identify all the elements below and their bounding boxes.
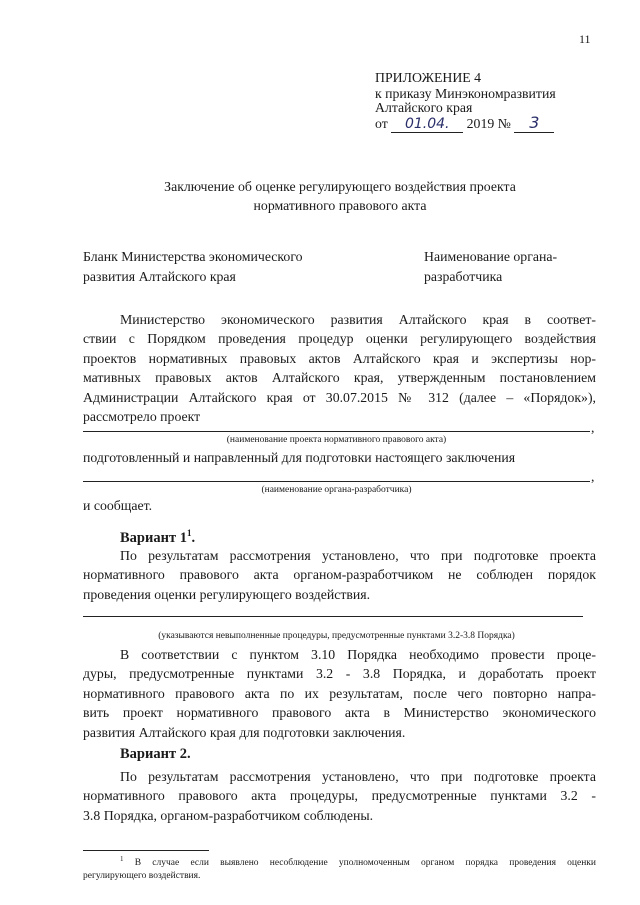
intro-last-line: рассмотрело проект <box>83 409 201 425</box>
variant-1-p2-line: дуры, предусмотренные пунктами 3.2 - 3.8 Порядка, и доработать проект <box>83 666 596 682</box>
developer-blank <box>424 247 557 287</box>
blank-left-line-2: развития Алтайского края <box>83 269 236 284</box>
page-number: 11 <box>579 32 591 46</box>
procedures-caption: (указываются невыполненные процедуры, предусмотренные пунктами 3.2-3.8 Порядка) <box>158 631 515 641</box>
variant-1-p2-last-line: развития Алтайского края для подготовки заключения. <box>83 724 406 740</box>
project-name-underline <box>83 431 590 432</box>
appendix-order-line: к приказу Минэкономразвития <box>375 86 556 102</box>
intro-line: Администрации Алтайского края от 30.07.2015 № 312 (далее – «Порядок»), <box>83 389 596 405</box>
intro-line: Министерство экономического развития Алтайского края в соответ- <box>120 312 596 327</box>
variant-1-footnote-mark: 1 <box>186 528 192 538</box>
variant-1-p2-line: нормативного правового акта по их результатам, после чего повторно напра- <box>83 685 596 701</box>
variant-2-line: нормативного правового акта процедуры, предусмотренные пунктами 3.2 - <box>83 788 596 804</box>
procedures-underline <box>83 616 583 617</box>
variant-1-dot: . <box>191 529 196 546</box>
intro-line: мативных правовых актов Алтайского края, утвержденным постановлением <box>83 370 596 386</box>
date-handwritten: 01.04. <box>404 116 450 133</box>
variant-1-line: нормативного правового акта органом-разработчиком не соблюден порядок <box>83 567 596 583</box>
variant-1-p2-line: В соответствии с пунктом 3.10 Порядка необходимо провести проце- <box>120 647 596 662</box>
developer-name-caption: (наименование органа-разработчика) <box>261 485 412 495</box>
variant-1-label: Вариант 1 <box>120 529 187 546</box>
variant-2-line: По результатам рассмотрения установлено, что при подготовке проекта <box>120 769 596 784</box>
appendix-block <box>375 68 615 133</box>
intro-line: ствии с Порядком проведения процедур оценки регулирующего воздействия <box>83 331 596 347</box>
intro-paragraph <box>83 310 596 426</box>
variant-1-paragraph <box>83 546 596 604</box>
appendix-region-line: Алтайского края <box>375 100 473 116</box>
appendix-date-line <box>375 115 615 133</box>
variant-1-line: По результатам рассмотрения установлено, что при подготовке проекта <box>120 548 596 563</box>
variant-1-last-line: проведения оценки регулирующего воздействия. <box>83 586 371 602</box>
date-year: 2019 № <box>466 116 511 132</box>
variant-1-p2-line: вить проект нормативного правового акта в Министерство экономического <box>83 705 596 721</box>
developer-name-underline <box>83 481 590 482</box>
heading-line-1: Заключение об оценке регулирующего воздействия проекта <box>164 179 516 194</box>
footnote-mark: 1 <box>120 855 124 863</box>
developer-name-comma: , <box>591 469 595 484</box>
variant-2-title: Вариант 2. <box>120 746 191 762</box>
intro-line: проектов нормативных правовых актов Алтайского края и экспертизы нор- <box>83 350 596 366</box>
document-heading <box>0 177 640 216</box>
reports-text: и сообщает. <box>83 498 153 513</box>
date-field <box>391 116 463 133</box>
blank-right-line-1: Наименование органа- <box>424 249 558 264</box>
prepared-text: подготовленный и направленный для подготовки настоящего заключения <box>83 450 516 465</box>
appendix-title: ПРИЛОЖЕНИЕ 4 <box>375 70 482 85</box>
footnote-text: В случае если выявлено несоблюдение уполномоченным органом порядка проведения оценки <box>134 858 596 869</box>
blank-right-line-2: разработчика <box>424 269 503 284</box>
project-name-caption: (наименование проекта нормативного правового акта) <box>226 435 447 445</box>
variant-1-title <box>120 524 195 548</box>
number-field <box>514 115 554 133</box>
variant-2-paragraph <box>83 767 596 825</box>
footnote-line-2: регулирующего воздействия. <box>83 871 201 882</box>
heading-line-2: нормативного правового акта <box>253 198 427 214</box>
project-name-comma: , <box>591 420 595 435</box>
variant-1-paragraph-2 <box>83 645 596 742</box>
footnote <box>83 853 596 883</box>
footnote-separator <box>83 850 209 851</box>
footnote-line-1 <box>83 853 596 870</box>
ministry-blank <box>83 247 303 287</box>
variant-2-last-line: 3.8 Порядка, органом-разработчиком соблюдены. <box>83 807 374 823</box>
date-prefix: от <box>375 116 388 132</box>
number-handwritten: 3 <box>529 113 540 133</box>
blank-left-line-1: Бланк Министерства экономического <box>83 249 303 264</box>
